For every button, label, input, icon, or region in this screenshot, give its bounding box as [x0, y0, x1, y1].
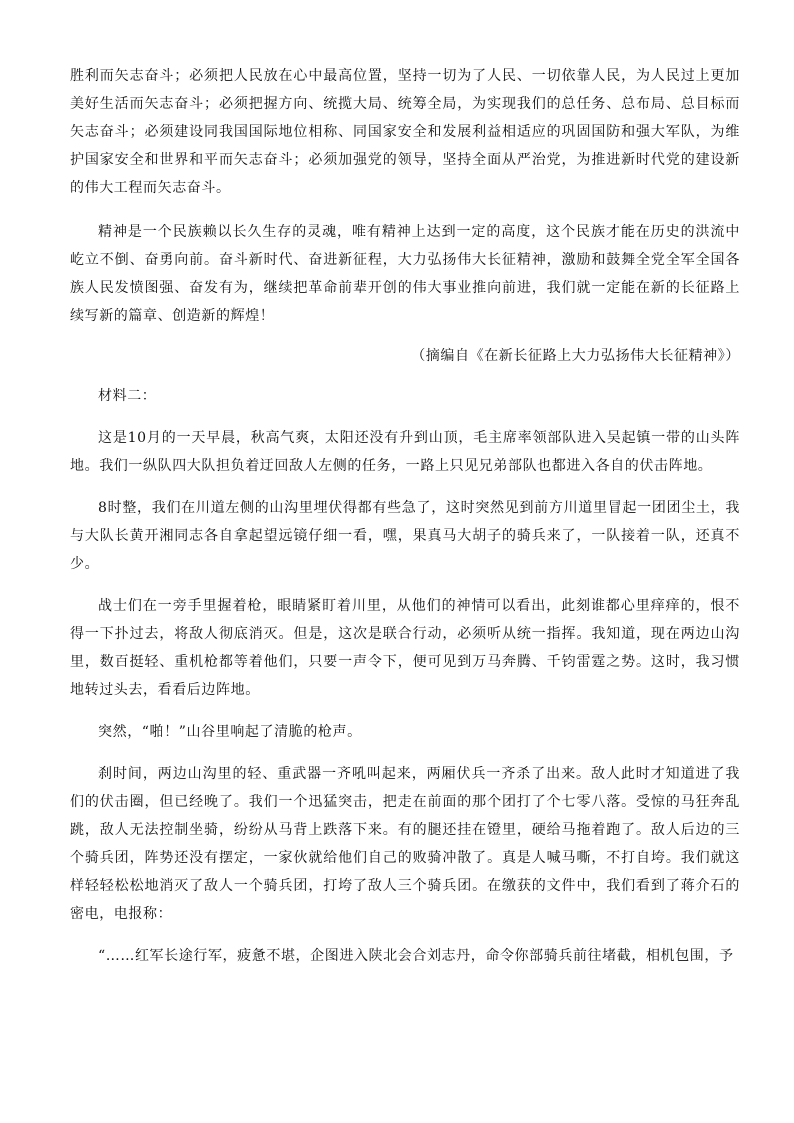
paragraph-7: 刹时间，两边山沟里的轻、重武器一齐吼叫起来，两厢伏兵一齐杀了出来。敌人此时才知道进了我们的伏击圈，但已经晚了。我们一个迅猛突击，把走在前面的那个团打了个七零八落。受惊的马狂奔乱跳，敌人无法控制坐骑，纷纷从马背上跌落下来。有的腿还挂在镫里，硬给马拖着跑了。敌人后边的三个骑兵团，阵势还没有摆定，一家伙就给他们自己的败骑冲散了。真是人喊马嘶，不打自垮。我们就这样轻轻松松地消灭了敌人一个骑兵团，打垮了敌人三个骑兵团。在缴获的文件中，我们看到了蒋介石的密电，电报称： [70, 766, 740, 922]
paragraph-1: 胜利而矢志奋斗；必须把人民放在心中最高位置，坚持一切为了人民、一切依靠人民，为人民过上更加美好生活而矢志奋斗；必须把握方向、统揽大局、统筹全局，为实现我们的总任务、总布局、总目标而矢志奋斗；必须建设同我国国际地位相称、同国家安全和发展利益相适应的巩固国防和强大军队，为维护国家安全和世界和平而矢志奋斗；必须加强党的领导，坚持全面从严治党，为推进新时代党的建设新的伟大工程而矢志奋斗。 [70, 68, 740, 196]
paragraph-6: 突然，“啪！”山谷里响起了清脆的枪声。 [98, 724, 362, 740]
document-page [70, 62, 740, 970]
material-label: 材料二： [98, 388, 157, 404]
paragraph-4: 8时整，我们在川道左侧的山沟里埋伏得都有些急了，这时突然见到前方川道里冒起一团团尘土，我与大队长黄开湘同志各自拿起望远镜仔细一看，嘿，果真马大胡子的骑兵来了，一队接着一队，还真不少。 [70, 500, 740, 572]
paragraph-3: 这是10月的一天早晨，秋高气爽，太阳还没有升到山顶，毛主席率领部队进入吴起镇一带的山头阵地。我们一纵队四大队担负着迂回敌人左侧的任务，一路上只见兄弟部队也都进入各自的伏击阵地。 [70, 430, 740, 474]
paragraph-2: 精神是一个民族赖以长久生存的灵魂，唯有精神上达到一定的高度，这个民族才能在历史的洪流中屹立不倒、奋勇向前。奋斗新时代、奋进新征程，大力弘扬伟大长征精神，激励和鼓舞全党全军全国各族人民发愤图强、奋发有为，继续把革命前辈开创的伟大事业推向前进，我们就一定能在新的长征路上续写新的篇章、创造新的辉煌！ [70, 224, 740, 324]
source-citation: （摘编自《在新长征路上大力弘扬伟大长征精神》） [411, 348, 740, 364]
paragraph-8: “……红军长途行军，疲惫不堪，企图进入陕北会合刘志丹，命令你部骑兵前往堵截，相机包围，予 [98, 948, 734, 964]
paragraph-5: 战士们在一旁手里握着枪，眼睛紧盯着川里，从他们的神情可以看出，此刻谁都心里痒痒的，恨不得一下扑过去，将敌人彻底消灭。但是，这次是联合行动，必须听从统一指挥。我知道，现在两边山沟里，数百挺轻、重机枪都等着他们，只要一声令下，便可见到万马奔腾、千钧雷霆之势。这时，我习惯地转过头去，看看后边阵地。 [70, 598, 740, 698]
